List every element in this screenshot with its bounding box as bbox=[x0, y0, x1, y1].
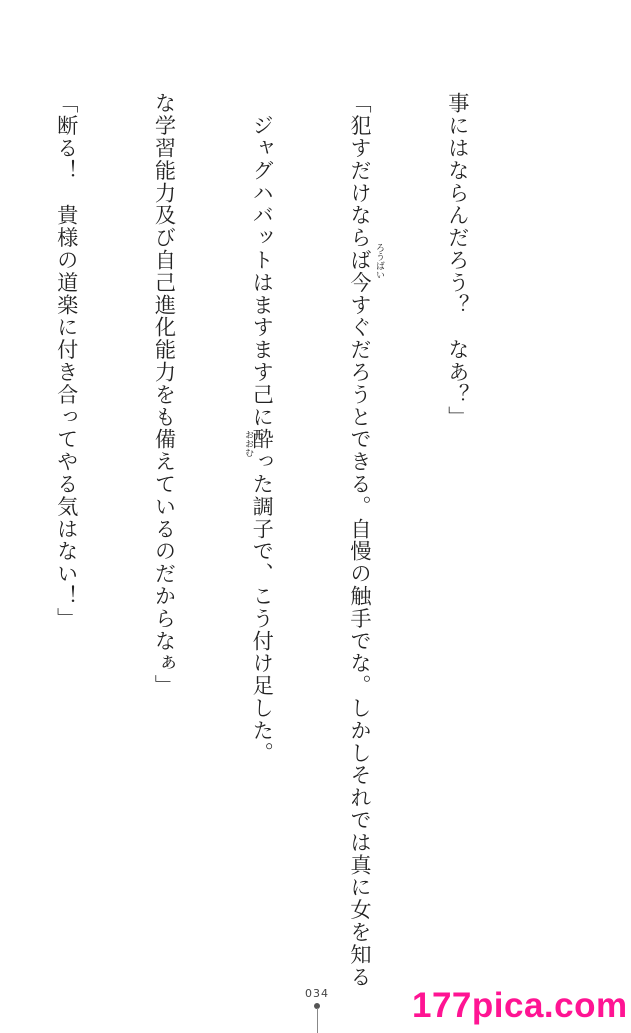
text-line: な学習能力及び自己進化能力をも備えているのだからなぁ」 bbox=[152, 92, 178, 697]
watermark: 177pica.com bbox=[412, 986, 628, 1025]
ruby-annotation: おおむ bbox=[243, 430, 253, 457]
text-line: 事にはならんだろう？ なあ？」 bbox=[445, 92, 471, 428]
vertical-text-block bbox=[0, 92, 539, 992]
ruby-annotation: ろうばい bbox=[374, 243, 384, 279]
text-line: ジャグハバットはますます己に酔った調子で、こう付け足した。 bbox=[250, 92, 276, 764]
text-line: 「犯すだけならば今すぐだろうとできる。自慢の触手でな。しかしそれでは真に女を知る bbox=[348, 92, 374, 988]
page-marker-line bbox=[317, 1008, 318, 1033]
page-number: 034 bbox=[305, 987, 329, 1000]
text-line: 「断る！ 貴様の道楽に付き合ってやる気はない！」 bbox=[54, 92, 80, 630]
